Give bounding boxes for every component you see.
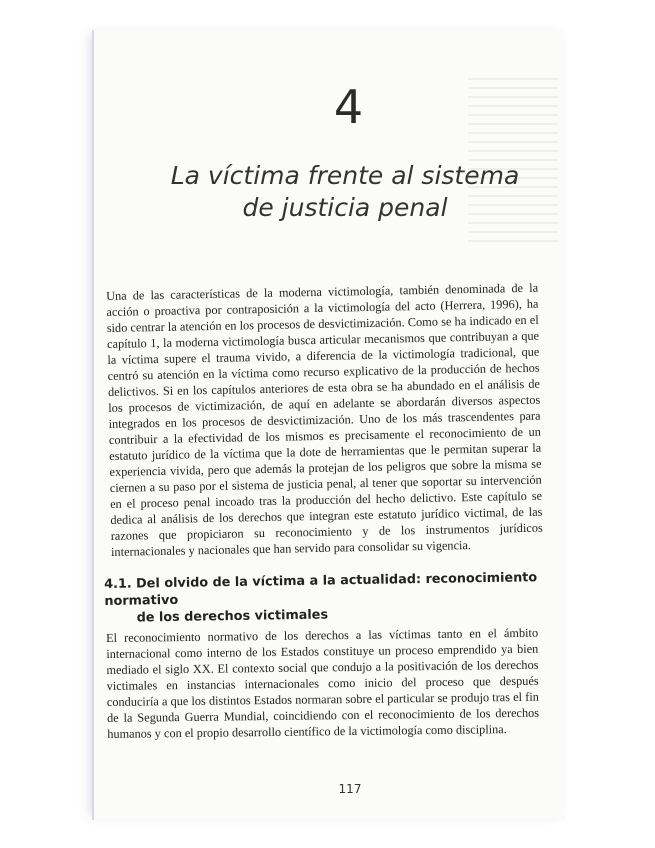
section-paragraph: El reconocimiento normativo de los derechos a las víctimas tanto en el ámbito internacional como interno de los Estados constituye un proceso emprendido ya bien mediado el siglo XX. El contexto social que condujo a la positivación de los derechos victimales en instancias internacionales como inicio del proceso que después conduciría a que los distintos Estados normaran sobre el particular se produjo tras el fin de la Segunda Guerra Mundial, coincidiendo con el reconocimiento de los derechos humanos y con el propio desarrollo científico de la victimología como disciplina. [106,625,540,741]
section-title-line-1: Del olvido de la víctima a la actualidad: reconocimiento normativo [104,570,538,609]
section-title-line-2: de los derechos victimales [136,607,329,626]
chapter-title-line-2: de justicia penal [242,193,448,222]
section-number: 4.1. [104,576,132,592]
section-heading [104,569,545,627]
chapter-number: 4 [333,80,365,134]
chapter-title [94,160,566,224]
intro-paragraph: Una de las características de la moderna victimología, también denominada de la acción o proactiva por contraposición a la victimología del acto (Herrera, 1996), ha sido centrar la atención en los procesos de desvictimización. Como se ha indicado en el capítulo 1, la moderna victimología busca articular mecanismos que contribuyan a que la víctima supere el trauma vivido, a diferencia de la victimología tradicional, que centró su atención en la víctima como recurso explicativo de la producción de hechos delictivos. Si en los capítulos anteriores de esta obra se ha abundado en el análisis de los procesos de victimización, de aquí en adelante se abordarán diversos aspectos integrados en los procesos de desvictimización. Uno de los más trascendentes para contribuir a la efectividad de los mismos es precisamente el reconocimiento de un estatuto jurídico de la víctima que la dote de herramientas que le permitan superar la experiencia vivida, pero que además la protejan de los peligros que sobre la misma se ciernen a su paso por el sistema de justicia penal, al tener que soportar su intervención en el proceso penal incoado tras la producción del hecho delictivo. Este capítulo se dedica al análisis de los derechos que integran este estatuto jurídico victimal, de las razones que propiciaron su reconocimiento y de los instrumentos jurídicos internacionales y nacionales que han servido para consolidar su vigencia. [106,280,543,559]
chapter-title-line-1: La víctima frente al sistema [170,161,520,190]
page-number: 117 [338,782,362,796]
book-page [92,30,566,820]
